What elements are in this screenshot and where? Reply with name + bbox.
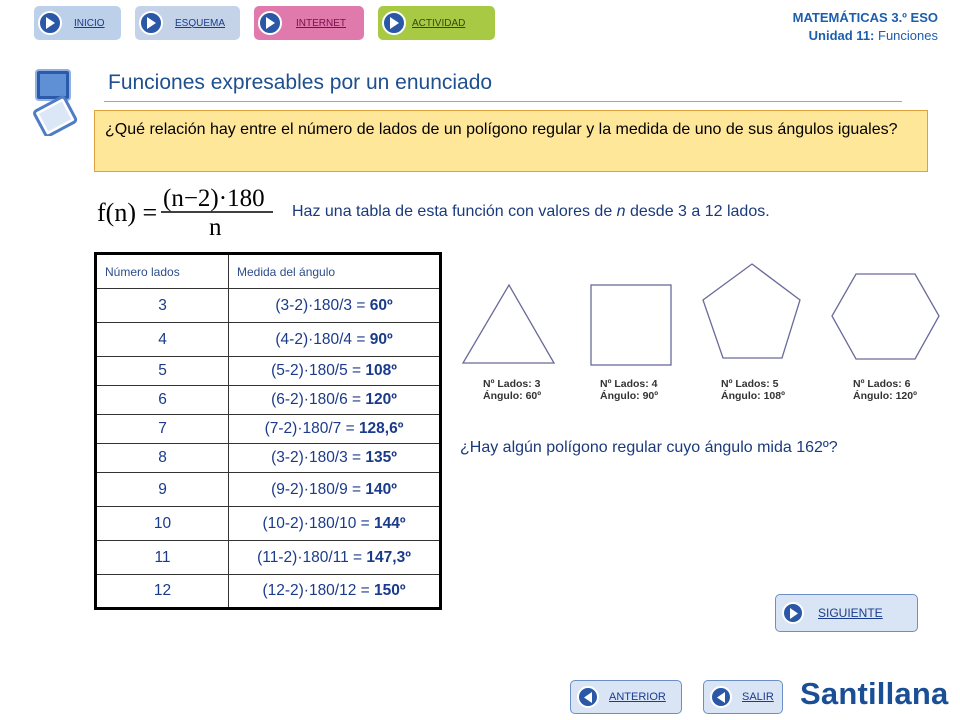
- angle-calc: (7-2)·180/7 =: [264, 420, 359, 437]
- formula-numerator: (n−2)·180: [163, 185, 265, 212]
- hexagon-sides: Nº Lados: 6: [853, 378, 911, 390]
- pentagon-shape: [703, 264, 800, 358]
- angle-calc: (3-2)·180/3 =: [275, 296, 370, 314]
- instruction-text: [292, 203, 770, 221]
- angle-result: 150º: [374, 582, 406, 599]
- question-box: [94, 110, 928, 172]
- angle-cell: [229, 357, 441, 386]
- angle-cell: [229, 444, 441, 473]
- angle-calc: (6-2)·180/6 =: [271, 391, 366, 408]
- hexagon-angle: Ángulo: 120º: [853, 390, 917, 402]
- angle-calc: (9-2)·180/9 =: [271, 480, 366, 498]
- actividad-button[interactable]: [378, 6, 495, 40]
- angle-result: 90º: [369, 330, 393, 348]
- polygon-gallery: [450, 255, 950, 435]
- table-header-row: [96, 254, 441, 289]
- table-row: [96, 541, 441, 575]
- angle-result: 135º: [365, 449, 397, 466]
- table-row: [96, 289, 441, 323]
- table-row: [96, 323, 441, 357]
- angle-result: 144º: [374, 514, 406, 532]
- sides-cell: 9: [96, 473, 229, 507]
- table-row: [96, 357, 441, 386]
- angles-table: [94, 252, 442, 610]
- square-angle: Ángulo: 90º: [600, 390, 659, 402]
- salir-label: SALIR: [742, 691, 774, 703]
- pentagon-angle: Ángulo: 108º: [721, 390, 785, 402]
- formula: [95, 183, 285, 239]
- play-right-icon: [258, 11, 282, 35]
- computer-screen-icon: [30, 68, 80, 136]
- header-angle: Medida del ángulo: [229, 254, 441, 289]
- header-sides: Número lados: [96, 254, 229, 289]
- angle-cell: [229, 415, 441, 444]
- angle-calc: (12-2)·180/12 =: [262, 582, 375, 599]
- pentagon-caption: [721, 378, 785, 402]
- instruction-after: desde 3 a 12 lados.: [625, 203, 770, 220]
- formula-lhs: f(n) =: [97, 198, 158, 227]
- square-sides: Nº Lados: 4: [600, 378, 658, 390]
- angle-cell: [229, 289, 441, 323]
- hexagon-shape: [832, 274, 939, 359]
- esquema-label: ESQUEMA: [175, 17, 226, 29]
- anterior-label: ANTERIOR: [609, 691, 666, 703]
- angle-result: 60º: [369, 296, 393, 314]
- question-text: ¿Qué relación hay entre el número de lados de un polígono regular y la medida de uno de sus ángulos iguales?: [105, 121, 898, 138]
- sides-cell: 10: [96, 507, 229, 541]
- siguiente-label: SIGUIENTE: [818, 606, 883, 620]
- title-divider: [104, 101, 902, 102]
- play-left-icon: [577, 686, 599, 708]
- sides-cell: 3: [96, 289, 229, 323]
- angle-calc: (5-2)·180/5 =: [271, 362, 366, 379]
- angle-result: 140º: [365, 480, 397, 498]
- actividad-label: ACTIVIDAD: [412, 17, 466, 29]
- inicio-button[interactable]: [34, 6, 121, 40]
- unit-label: Unidad 11:: [808, 28, 875, 43]
- angle-calc: (11-2)·180/11 =: [257, 548, 367, 566]
- sides-cell: 8: [96, 444, 229, 473]
- course-subject: MATEMÁTICAS 3.º ESO: [792, 10, 938, 25]
- inicio-label: INICIO: [74, 17, 105, 29]
- angle-cell: [229, 507, 441, 541]
- play-right-icon: [382, 11, 406, 35]
- triangle-angle: Ángulo: 60º: [483, 390, 542, 402]
- formula-denominator: n: [209, 214, 222, 239]
- hexagon-caption: [853, 378, 917, 402]
- sides-cell: 11: [96, 541, 229, 575]
- siguiente-button[interactable]: [775, 594, 918, 632]
- sides-cell: 6: [96, 386, 229, 415]
- angle-cell: [229, 541, 441, 575]
- angle-calc: (10-2)·180/10 =: [262, 514, 375, 532]
- instruction-var: n: [616, 203, 626, 220]
- followup-question: ¿Hay algún polígono regular cuyo ángulo mida 162º?: [460, 439, 838, 456]
- table-row: [96, 507, 441, 541]
- play-right-icon: [38, 11, 62, 35]
- angle-calc: (3-2)·180/3 =: [271, 449, 366, 466]
- triangle-shape: [463, 285, 554, 363]
- triangle-sides: Nº Lados: 3: [483, 378, 541, 390]
- sides-cell: 4: [96, 323, 229, 357]
- pentagon-sides: Nº Lados: 5: [721, 378, 779, 390]
- angle-result: 147,3º: [366, 548, 411, 566]
- internet-button[interactable]: [254, 6, 364, 40]
- play-left-icon: [710, 686, 732, 708]
- angle-cell: [229, 473, 441, 507]
- angle-result: 108º: [365, 362, 397, 379]
- top-nav: [34, 6, 495, 40]
- table-row: [96, 444, 441, 473]
- play-right-icon: [782, 602, 804, 624]
- internet-label: INTERNET: [296, 17, 346, 29]
- sides-cell: 7: [96, 415, 229, 444]
- table-row: [96, 415, 441, 444]
- play-right-icon: [139, 11, 163, 35]
- angle-result: 128,6º: [358, 420, 404, 437]
- salir-button[interactable]: [703, 680, 783, 714]
- sides-cell: 5: [96, 357, 229, 386]
- sides-cell: 12: [96, 575, 229, 609]
- table-row: [96, 473, 441, 507]
- brand-logo: Santillana: [800, 676, 949, 711]
- square-caption: [600, 378, 658, 402]
- triangle-caption: [483, 378, 541, 402]
- angle-cell: [229, 575, 441, 609]
- angle-cell: [229, 386, 441, 415]
- anterior-button[interactable]: [570, 680, 682, 714]
- esquema-button[interactable]: [135, 6, 240, 40]
- course-header: [793, 9, 938, 45]
- table-row: [96, 575, 441, 609]
- table-row: [96, 386, 441, 415]
- angle-cell: [229, 323, 441, 357]
- unit-name: Funciones: [878, 28, 938, 43]
- angle-result: 120º: [365, 391, 397, 408]
- square-shape: [591, 285, 671, 365]
- instruction-before: Haz una tabla de esta función con valores de: [292, 203, 617, 220]
- angle-calc: (4-2)·180/4 =: [275, 330, 370, 348]
- page-title: Funciones expresables por un enunciado: [108, 71, 493, 94]
